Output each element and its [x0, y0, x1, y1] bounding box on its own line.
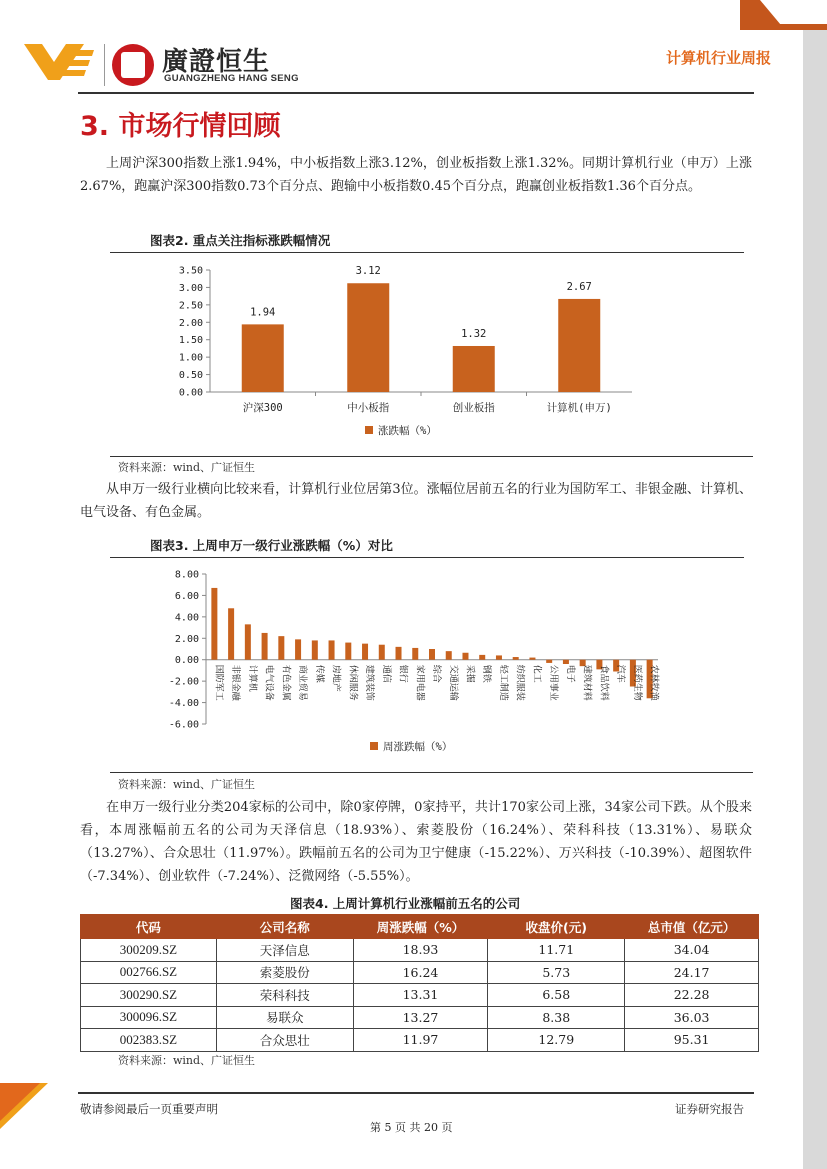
table-cell: 11.71 — [488, 939, 625, 962]
bar — [347, 283, 389, 392]
table-header-row — [81, 915, 759, 939]
paragraph-stock-review: 在申万一级行业分类204家标的公司中，除0家停牌，0家持平，共计170家公司上涨，34家公司下跌。从个股来看，本周涨幅前五名的公司为天泽信息（18.93%）、索菱股份（16.24%）、荣科科技（13.31%）、易联众（13.27%）、合众思壮（11.97%）。跌幅前五名的公司为卫宁健康（-15.22%）、万兴科技（-10.39%）、超图软件（-7.34%）、创业软件（-7.24%）、泛微网络（-5.55%）。 — [80, 800, 752, 884]
bar — [211, 588, 217, 660]
company-logo-icon — [24, 40, 94, 86]
figure2-top-rule — [110, 252, 744, 253]
table-cell: 6.58 — [488, 984, 625, 1007]
bar — [513, 657, 519, 660]
table-cell: 34.04 — [625, 939, 759, 962]
bar — [479, 655, 485, 660]
table-cell: 11.97 — [353, 1029, 488, 1052]
category-label: 建筑装饰 — [364, 664, 375, 701]
table4-title: 图表4. 上周计算机行业涨幅前五名的公司 — [290, 896, 521, 911]
corner-decoration-bottom-inner — [0, 1083, 40, 1121]
table-cell: 合众思壮 — [216, 1029, 353, 1052]
figure3-chart — [160, 562, 660, 762]
category-label: 传媒 — [313, 664, 324, 683]
category-label: 国防军工 — [213, 664, 224, 701]
table-cell: 002766.SZ — [81, 961, 217, 984]
category-label: 沪深300 — [242, 402, 283, 414]
y-tick-label: 1.50 — [178, 335, 203, 347]
y-tick-label: 6.00 — [174, 590, 199, 602]
table-cell: 300096.SZ — [81, 1006, 217, 1029]
table-cell: 荣科科技 — [216, 984, 353, 1007]
figure3-top-rule — [110, 557, 744, 558]
table-cell: 12.79 — [488, 1029, 625, 1052]
figure2-svg — [170, 258, 640, 448]
bar — [496, 655, 502, 659]
bar — [278, 636, 284, 660]
table-row — [81, 939, 759, 962]
table-header-cell: 收盘价(元) — [488, 915, 625, 939]
figure3-svg — [160, 562, 660, 762]
bar — [379, 645, 385, 660]
table-cell: 300290.SZ — [81, 984, 217, 1007]
category-label: 汽车 — [615, 664, 626, 683]
bar-data-label: 3.12 — [355, 265, 381, 278]
bar — [362, 644, 368, 660]
bar — [429, 649, 435, 660]
bar-data-label: 1.94 — [250, 306, 276, 319]
category-label: 综合 — [431, 664, 441, 683]
legend-swatch — [365, 426, 373, 434]
table-row — [81, 1029, 759, 1052]
bar — [446, 651, 452, 660]
bar — [242, 324, 284, 392]
category-label: 食品饮料 — [598, 664, 609, 701]
y-tick-label: -2.00 — [168, 676, 199, 688]
bar — [295, 639, 301, 659]
table-row — [81, 1006, 759, 1029]
category-label: 有色金属 — [280, 664, 291, 701]
bar — [345, 643, 351, 660]
table-cell: 36.03 — [625, 1006, 759, 1029]
table-cell: 18.93 — [353, 939, 488, 962]
header-divider — [78, 92, 754, 94]
seal-icon — [112, 44, 154, 86]
category-label: 休闲服务 — [347, 664, 358, 701]
table-header-cell: 周涨跌幅（%） — [353, 915, 488, 939]
y-tick-label: -4.00 — [168, 698, 199, 710]
table-cell: 13.27 — [353, 1006, 488, 1029]
bar — [329, 640, 335, 659]
table-header-cell: 公司名称 — [216, 915, 353, 939]
bar — [262, 633, 268, 660]
bar — [462, 653, 468, 660]
bar — [412, 648, 418, 660]
report-type: 计算机行业周报 — [666, 49, 772, 67]
bar — [245, 624, 251, 659]
figure2-bottom-rule — [110, 456, 753, 457]
figure3-source: 资料来源：wind、广证恒生 — [118, 778, 256, 791]
y-tick-label: 8.00 — [174, 569, 199, 581]
category-label: 公用事业 — [548, 664, 559, 701]
company-name-en: GUANGZHENG HANG SENG — [164, 73, 299, 84]
category-label: 采掘 — [464, 664, 475, 683]
legend-label: 涨跌幅（%） — [378, 425, 437, 437]
category-label: 通信 — [380, 664, 391, 683]
bar — [563, 660, 569, 664]
y-tick-label: 3.50 — [178, 265, 203, 277]
top-gainers-table — [80, 914, 759, 1052]
bar-data-label: 1.32 — [461, 327, 487, 340]
footer-disclaimer: 敬请参阅最后一页重要声明 — [80, 1102, 218, 1116]
category-label: 化工 — [531, 664, 542, 683]
figure3-title: 图表3. 上周申万一级行业涨跌幅（%）对比 — [150, 538, 393, 553]
table-cell: 24.17 — [625, 961, 759, 984]
category-label: 商业贸易 — [297, 664, 308, 701]
category-label: 计算机(申万) — [546, 402, 612, 414]
table-cell: 天泽信息 — [216, 939, 353, 962]
category-label: 计算机 — [246, 664, 257, 692]
table-header-cell: 代码 — [81, 915, 217, 939]
category-label: 家用电器 — [414, 664, 425, 701]
y-tick-label: -6.00 — [168, 719, 199, 731]
y-tick-label: 2.00 — [174, 633, 199, 645]
category-label: 非银金融 — [230, 664, 241, 701]
category-label: 轻工制造 — [497, 664, 508, 701]
company-name-cn: 廣證恒生 — [162, 47, 271, 77]
table-header-cell: 总市值（亿元） — [625, 915, 759, 939]
table-cell: 索菱股份 — [216, 961, 353, 984]
category-label: 中小板指 — [347, 402, 390, 414]
y-tick-label: 0.00 — [174, 655, 199, 667]
legend-swatch — [370, 742, 378, 750]
table-cell: 300209.SZ — [81, 939, 217, 962]
category-label: 电气设备 — [263, 664, 274, 701]
bar — [529, 658, 535, 660]
figure2-source: 资料来源：wind、广证恒生 — [118, 461, 256, 474]
footer-divider — [78, 1092, 754, 1094]
bar-data-label: 2.67 — [566, 280, 592, 293]
page-number: 第 5 页 共 20 页 — [370, 1121, 453, 1134]
bar — [546, 660, 552, 663]
category-label: 纺织服装 — [514, 664, 525, 701]
table-cell: 易联众 — [216, 1006, 353, 1029]
logo-separator — [104, 44, 105, 86]
section-title: 3. 市场行情回顾 — [80, 111, 281, 142]
category-label: 房地产 — [330, 664, 341, 692]
bar — [558, 299, 600, 392]
y-tick-label: 3.00 — [178, 282, 203, 294]
y-tick-label: 0.00 — [178, 387, 203, 399]
table-cell: 002383.SZ — [81, 1029, 217, 1052]
y-tick-label: 2.50 — [178, 300, 203, 312]
table-cell: 16.24 — [353, 961, 488, 984]
table-cell: 22.28 — [625, 984, 759, 1007]
y-tick-label: 0.50 — [178, 370, 203, 382]
y-tick-label: 4.00 — [174, 612, 199, 624]
table4-source: 资料来源：wind、广证恒生 — [118, 1054, 256, 1067]
paragraph-market-review: 上周沪深300指数上涨1.94%，中小板指数上涨3.12%，创业板指数上涨1.32%。同期计算机行业（申万）上涨2.67%，跑赢沪深300指数0.73个百分点、跑输中小板指数0.45个百分点，跑赢创业板指数1.36个百分点。 — [80, 156, 752, 194]
category-label: 创业板指 — [452, 402, 495, 414]
table-cell: 95.31 — [625, 1029, 759, 1052]
legend-label: 周涨跌幅（%） — [383, 741, 453, 753]
side-bar — [803, 30, 827, 1169]
table-row — [81, 961, 759, 984]
category-label: 电子 — [564, 664, 575, 683]
figure2-title: 图表2. 重点关注指标涨跌幅情况 — [150, 233, 331, 248]
bar — [312, 640, 318, 659]
category-label: 建筑材料 — [581, 664, 592, 701]
category-label: 交通运输 — [447, 664, 458, 701]
bar — [396, 647, 402, 660]
bar — [453, 346, 495, 392]
bar — [228, 608, 234, 659]
paragraph-industry-compare: 从申万一级行业横向比较来看，计算机行业位居第3位。涨幅位居前五名的行业为国防军工、非银金融、计算机、电气设备、有色金属。 — [80, 482, 752, 520]
y-tick-label: 2.00 — [178, 317, 203, 329]
category-label: 银行 — [397, 664, 408, 683]
y-tick-label: 1.00 — [178, 352, 203, 364]
category-label: 医药生物 — [631, 664, 642, 701]
figure2-chart — [170, 258, 640, 448]
category-label: 钢铁 — [481, 664, 492, 683]
table-row — [81, 984, 759, 1007]
table-cell: 8.38 — [488, 1006, 625, 1029]
table-cell: 13.31 — [353, 984, 488, 1007]
footer-report-label: 证券研究报告 — [675, 1102, 744, 1116]
category-label: 农林牧渔 — [648, 664, 659, 701]
table-cell: 5.73 — [488, 961, 625, 984]
figure3-bottom-rule — [110, 772, 753, 773]
